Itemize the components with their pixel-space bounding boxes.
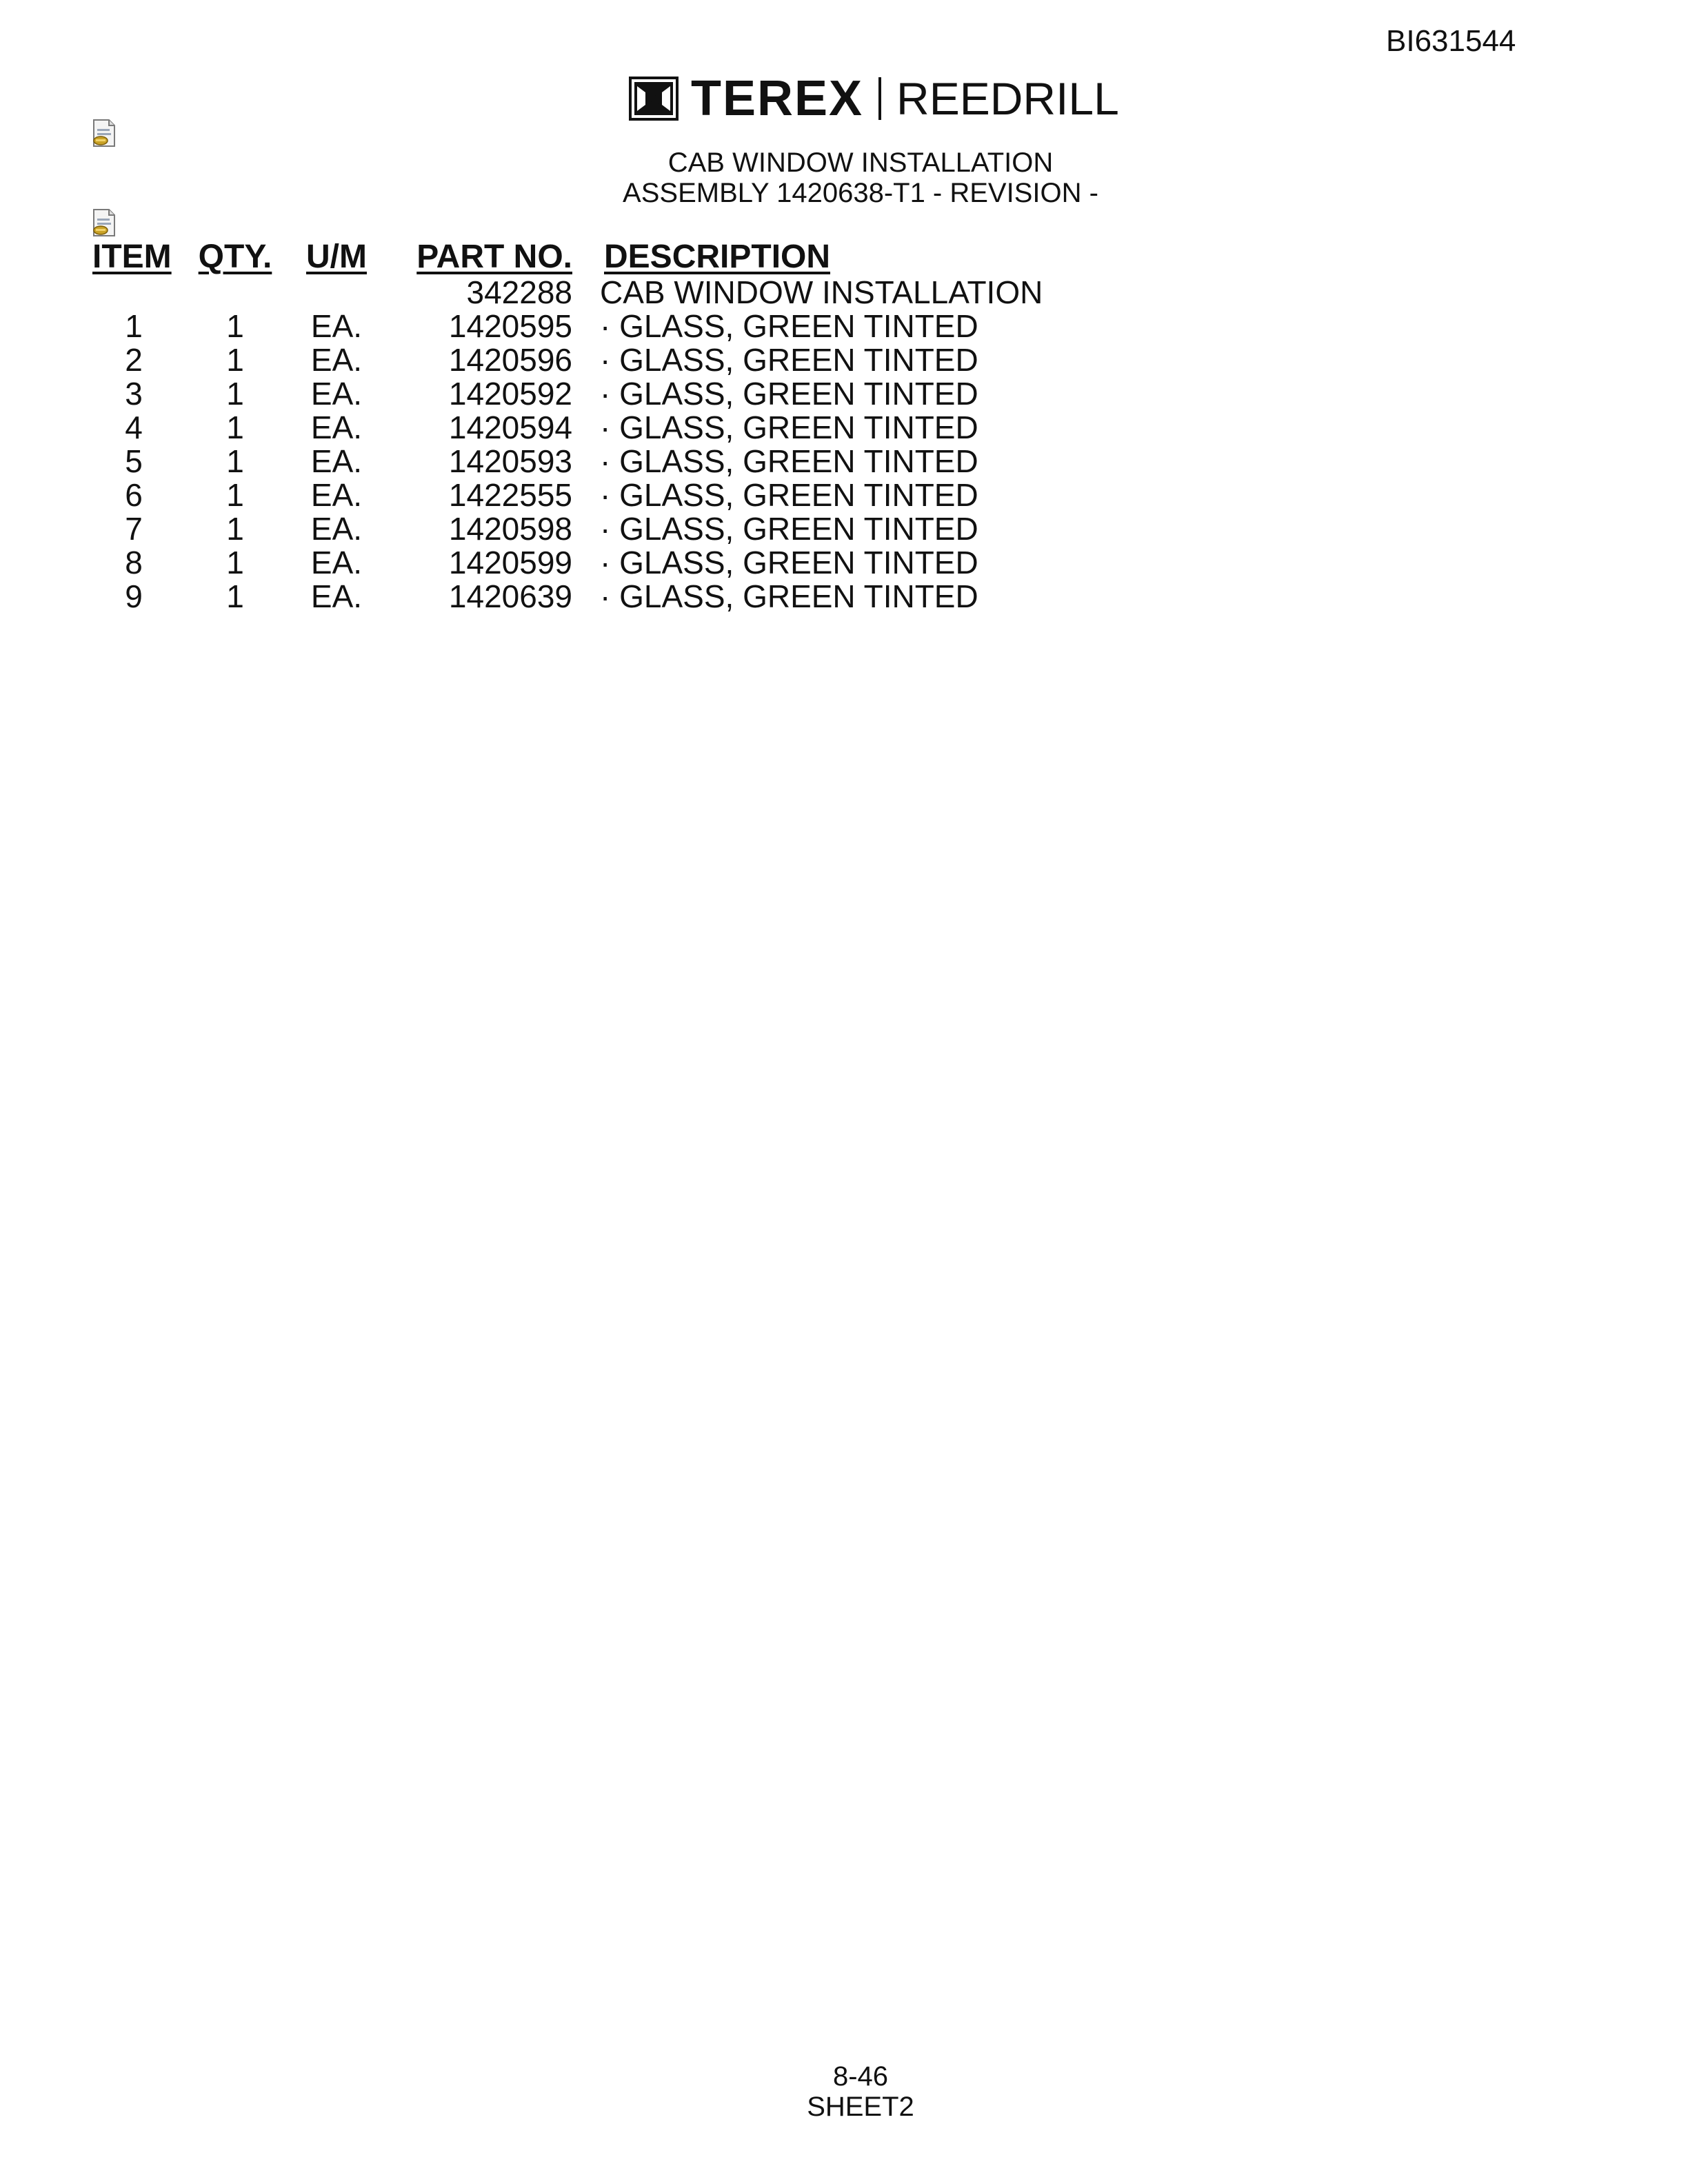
cell-um: EA.	[310, 578, 363, 614]
title-line-2: ASSEMBLY 1420638-T1 - REVISION -	[623, 178, 1098, 208]
cell-qty: 1	[226, 511, 244, 547]
cell-description: · GLASS, GREEN TINTED	[600, 376, 978, 412]
page-footer	[0, 2061, 1688, 2122]
cell-item: 6	[125, 477, 143, 513]
cell-qty: 1	[226, 545, 244, 580]
cell-um: EA.	[310, 376, 363, 412]
column-header-um: U/M	[306, 239, 367, 275]
column-header-part-no: PART NO.	[416, 239, 572, 275]
table-row	[92, 377, 1043, 411]
sheet-label: SHEET2	[807, 2092, 914, 2122]
table-row	[92, 310, 1043, 343]
terex-crest-icon	[629, 77, 679, 121]
cell-item: 4	[125, 410, 143, 445]
table-row	[92, 343, 1043, 377]
document-id: BI631544	[1386, 24, 1516, 58]
cell-qty: 1	[226, 443, 244, 479]
cell-qty: 1	[226, 578, 244, 614]
cell-um: EA.	[310, 511, 363, 547]
cell-qty: 1	[226, 342, 244, 378]
cell-um: EA.	[310, 477, 363, 513]
cell-description: · GLASS, GREEN TINTED	[600, 410, 978, 445]
document-link-icon[interactable]	[91, 119, 117, 148]
logo-product-text: REEDRILL	[896, 73, 1119, 124]
table-row	[92, 546, 1043, 580]
cell-um: EA.	[310, 410, 363, 445]
assembly-part-no: 342288	[466, 274, 572, 310]
cell-part-no: 1420599	[448, 545, 572, 580]
cell-item: 8	[125, 545, 143, 580]
cell-description: · GLASS, GREEN TINTED	[600, 477, 978, 513]
cell-part-no: 1420639	[448, 578, 572, 614]
cell-item: 7	[125, 511, 143, 547]
parts-table	[92, 236, 1043, 614]
column-header-qty: QTY.	[198, 239, 272, 275]
cell-qty: 1	[226, 410, 244, 445]
assembly-row	[92, 276, 1043, 310]
cell-um: EA.	[310, 342, 363, 378]
document-title	[0, 148, 1688, 208]
cell-um: EA.	[310, 545, 363, 580]
table-row	[92, 411, 1043, 445]
cell-part-no: 1420598	[448, 511, 572, 547]
column-header-description: DESCRIPTION	[604, 239, 831, 275]
cell-part-no: 1420595	[448, 308, 572, 344]
cell-um: EA.	[310, 308, 363, 344]
table-row	[92, 512, 1043, 546]
title-line-1: CAB WINDOW INSTALLATION	[667, 148, 1054, 178]
document-link-icon[interactable]	[91, 208, 117, 237]
parts-table-header	[92, 236, 1043, 276]
table-row	[92, 445, 1043, 478]
table-row	[92, 580, 1043, 614]
table-row	[92, 478, 1043, 512]
logo-brand-text: TEREX	[691, 71, 864, 126]
cell-part-no: 1420593	[448, 443, 572, 479]
cell-item: 2	[125, 342, 143, 378]
cell-qty: 1	[226, 308, 244, 344]
cell-description: · GLASS, GREEN TINTED	[600, 578, 978, 614]
cell-part-no: 1422555	[448, 477, 572, 513]
logo-divider	[878, 77, 881, 120]
column-header-item: ITEM	[92, 239, 172, 275]
cell-part-no: 1420594	[448, 410, 572, 445]
page-number: 8-46	[832, 2061, 889, 2092]
cell-description: · GLASS, GREEN TINTED	[600, 545, 978, 580]
cell-item: 1	[125, 308, 143, 344]
cell-description: · GLASS, GREEN TINTED	[600, 511, 978, 547]
cell-part-no: 1420596	[448, 342, 572, 378]
cell-item: 9	[125, 578, 143, 614]
cell-qty: 1	[226, 376, 244, 412]
brand-logo	[629, 71, 1119, 126]
cell-description: · GLASS, GREEN TINTED	[600, 342, 978, 378]
assembly-description: CAB WINDOW INSTALLATION	[600, 274, 1043, 310]
cell-part-no: 1420592	[448, 376, 572, 412]
cell-qty: 1	[226, 477, 244, 513]
cell-item: 5	[125, 443, 143, 479]
cell-um: EA.	[310, 443, 363, 479]
cell-description: · GLASS, GREEN TINTED	[600, 308, 978, 344]
cell-item: 3	[125, 376, 143, 412]
cell-description: · GLASS, GREEN TINTED	[600, 443, 978, 479]
